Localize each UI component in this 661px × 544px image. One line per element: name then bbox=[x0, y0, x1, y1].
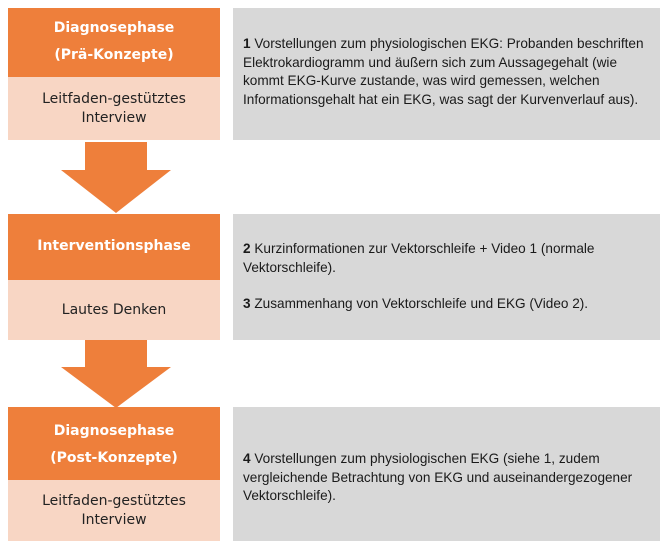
phase-3-title: Diagnosephase bbox=[53, 423, 175, 439]
phase-1-subtitle: (Prä-Konzepte) bbox=[54, 47, 174, 63]
phase-1-method-label: Leitfaden-gestütztes Interview bbox=[42, 90, 186, 126]
phase-1-description bbox=[233, 8, 660, 140]
phase-1-method bbox=[8, 77, 220, 140]
step-3-text: Zusammenhang von Vektorschleife und EKG (Video 2). bbox=[254, 296, 589, 311]
step-3 bbox=[243, 295, 648, 314]
down-arrow-1 bbox=[61, 142, 171, 213]
step-1-number: 1 bbox=[243, 36, 251, 51]
phase-2-description bbox=[233, 214, 660, 340]
step-4-number: 4 bbox=[243, 451, 251, 466]
step-2-text: Kurzinformationen zur Vektorschleife + Video 1 (normale Vektorschleife). bbox=[243, 241, 595, 275]
phase-3-subtitle: (Post-Konzepte) bbox=[50, 450, 178, 466]
step-1 bbox=[243, 35, 648, 109]
phase-1-title: Diagnosephase bbox=[53, 20, 175, 36]
phase-3-method bbox=[8, 480, 220, 541]
down-arrow-2 bbox=[61, 340, 171, 408]
phase-2-method-label: Lautes Denken bbox=[61, 301, 167, 318]
phase-1-header bbox=[8, 8, 220, 77]
step-3-number: 3 bbox=[243, 296, 251, 311]
phase-3-header bbox=[8, 407, 220, 480]
phase-2-header bbox=[8, 214, 220, 280]
phase-3-method-label: Leitfaden-gestütztes Interview bbox=[42, 492, 186, 528]
phase-3-description bbox=[233, 407, 660, 541]
step-4 bbox=[243, 450, 648, 506]
step-1-text: Vorstellungen zum physiologischen EKG: Probanden beschriften Elektrokardiogramm und äußern sich zum Aussagegehalt (wie kommt EKG-Kurve zustande, was wird gemessen, welchen Informationsgehalt hat ein EKG, was sagt der Kurvenverlauf aus). bbox=[243, 36, 644, 107]
step-4-text: Vorstellungen zum physiologischen EKG (siehe 1, zudem vergleichende Betrachtung von EKG und auseinandergezogener Vektorschleife). bbox=[243, 451, 633, 503]
phase-2-method bbox=[8, 280, 220, 340]
phase-2-title: Interventionsphase bbox=[37, 238, 191, 254]
step-2 bbox=[243, 240, 648, 277]
step-2-number: 2 bbox=[243, 241, 251, 256]
